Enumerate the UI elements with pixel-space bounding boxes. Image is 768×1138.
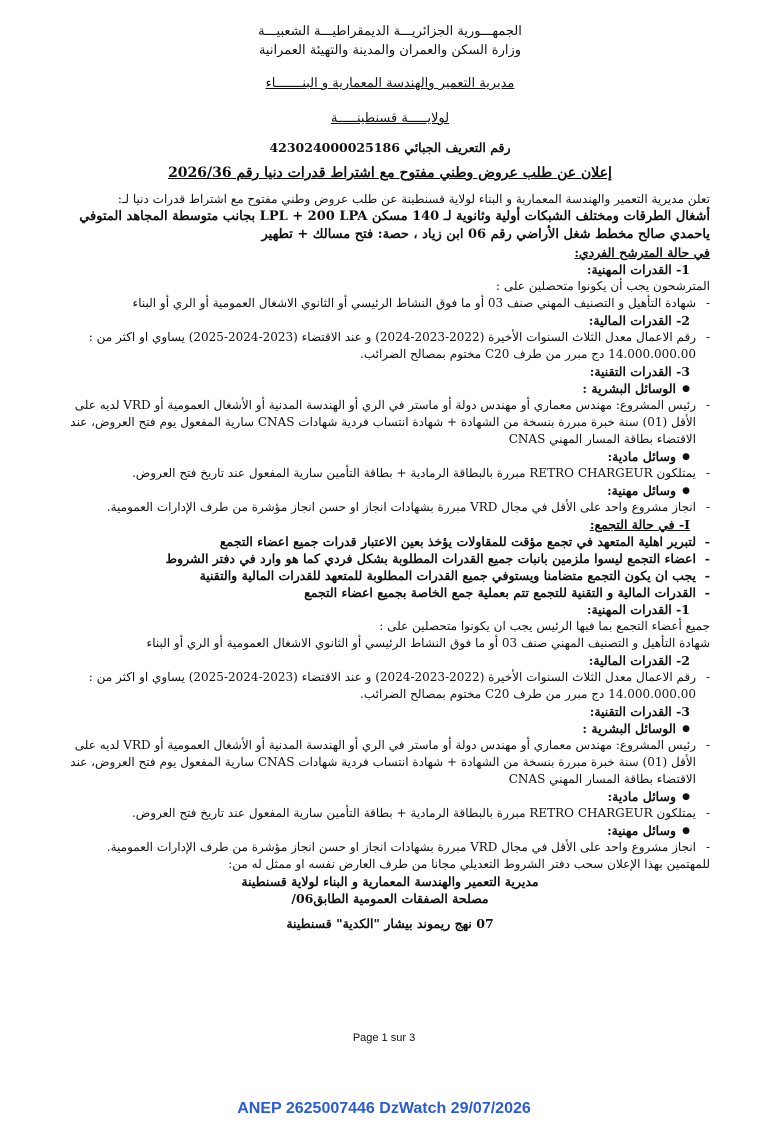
group-fin-item: - رقم الاعمال معدل الثلاث السنوات الأخيرة (2022-2023-2024) و عند الاقتضاء (2023-2024-2025) يساوي او اكثر من : 14.000.000.00 دج مبرر من طرف C20 مختوم بمصالح الضرائب. [70, 669, 710, 703]
header-wilaya: لولايـــــة قسنطينـــــة [330, 111, 450, 126]
address-street: 07 نهج ريموند بيشار "الكدية" قسنطينة [286, 916, 494, 931]
header-ministry: وزارة السكن والعمران والمدينة والتهيئة العمرانية [258, 43, 522, 58]
group-rule-2: - اعضاء التجمع ليسوا ملزمين بانبات جميع القدرات المطلوبة بشكل فردي كما هو وارد في دفتر الشروط [70, 550, 710, 567]
individual-prof-item: - شهادة التأهيل و التصنيف المهني صنف 03 أو ما فوق النشاط الرئيسي أو الثانوي الاشغال العمومية أو الري أو البناء [70, 295, 710, 312]
document-page [70, 22, 710, 1062]
group-tech-title: 3- القدرات التقنية: [589, 704, 690, 719]
group-profmeans-title: ● وسائل مهنية: [70, 822, 710, 839]
individual-human-title: ● الوسائل البشرية : [70, 380, 710, 397]
individual-material-title: ● وسائل مادية: [70, 448, 710, 465]
individual-title: في حالة المترشح الفردي: [574, 245, 710, 260]
individual-profmeans-title: ● وسائل مهنية: [70, 482, 710, 499]
individual-fin-item: - رقم الاعمال معدل الثلاث السنوات الأخيرة (2022-2023-2024) و عند الاقتضاء (2023-2024-2025) يساوي او اكثر من : 14.000.000.00 دج مبرر من طرف C20 مختوم بمصالح الضرائب. [70, 329, 710, 363]
group-human-item: - رئيس المشروع: مهندس معماري أو مهندس دولة أو ماستر في الري أو الهندسة المدنية أو الأشغال العمومية أو VRD لديه على الأقل (01) سنة خبرة مبررة بنسخة من الشهادة + شهادة انتساب فردية شهادات CNAS سارية المفعول يوم فتح العروض، عند الاقتضاء بطاقة المسار المهني CNAS [70, 737, 710, 788]
group-prof-intro: جميع أعضاء التجمع بما فيها الرئيس يجب ان يكونوا متحصلين على : [379, 619, 710, 633]
group-prof-title: 1- القدرات المهنية: [586, 602, 690, 617]
individual-material-item: - يمتلكون RETRO CHARGEUR مبررة بالبطاقة الرمادية + بطاقة التأمين سارية المفعول عند تاريخ فتح العروض. [70, 465, 710, 482]
notice-title: إعلان عن طلب عروض وطني مفتوح مع اشتراط قدرات دنيا رقم 2026/36 [168, 165, 612, 181]
anep-reference: ANEP 2625007446 DzWatch 29/07/2026 [237, 1100, 531, 1117]
group-rule-1: - لتبرير اهلية المتعهد في تجمع مؤقت للمقاولات يؤخذ بعين الاعتبار قدرات جميع اعضاء التجمع [70, 533, 710, 550]
group-human-title: ● الوسائل البشرية : [70, 720, 710, 737]
address-directorate: مديرية التعمير والهندسة المعمارية و البناء لولاية قسنطينة [241, 874, 539, 889]
group-material-item: - يمتلكون RETRO CHARGEUR مبررة بالبطاقة الرمادية + بطاقة التأمين سارية المفعول عند تاريخ فتح العروض. [70, 805, 710, 822]
group-profmeans-item: - انجاز مشروع واحد على الأقل في مجال VRD مبررة بشهادات انجاز او حسن انجاز مؤشرة من طرف الإدارات العمومية. [70, 839, 710, 856]
group-rule-3: - يجب ان يكون التجمع متضامنا ويستوفي جميع القدرات المطلوبة للمتعهد للقدرات المالية والتقنية [70, 567, 710, 584]
project-title: أشغال الطرقات ومختلف الشبكات أولية وثانوية لـ 140 مسكن LPL + 200 LPA بجانب متوسطة المجاهد المتوفي ياحمدي صالح مخطط شغل الأراضي رقم 06 ابن زياد ، حصة: فتح مسالك + تطهير [79, 209, 710, 242]
tax-id: رقم التعريف الجبائي 423024000025186 [269, 140, 511, 155]
group-title: I- في حالة التجمع: [589, 517, 690, 532]
group-material-title: ● وسائل مادية: [70, 788, 710, 805]
header-republic: الجمهـــورية الجزائريـــة الديمقراطيـــة الشعبيـــة [258, 24, 522, 39]
header-directorate: مديرية التعمير والهندسة المعمارية و البنـــــــاء [265, 76, 515, 91]
individual-fin-title: 2- القدرات المالية: [588, 313, 690, 328]
group-fin-title: 2- القدرات المالية: [588, 653, 690, 668]
closing-text: للمهتمين بهذا الإعلان سحب دفتر الشروط التعديلي مجانا من طرف العارض نفسه او ممثل له من: [228, 857, 710, 871]
address-service: مصلحة الصفقات العمومية الطابق06/ [291, 891, 489, 906]
page-number: Page 1 sur 3 [352, 1032, 416, 1044]
individual-prof-intro: المترشحون يجب أن يكونوا متحصلين على : [495, 279, 710, 293]
intro-text: تعلن مديرية التعمير والهندسة المعمارية و البناء لولاية قسنطينة عن طلب عروض وطني مفتوح مع اشتراط قدرات دنيا لـ: [117, 192, 710, 206]
individual-tech-title: 3- القدرات التقنية: [589, 364, 690, 379]
individual-prof-title: 1- القدرات المهنية: [586, 262, 690, 277]
group-rule-4: - القدرات المالية و التقنية للتجمع تتم بعملية جمع الخاصة بجميع اعضاء التجمع [70, 584, 710, 601]
group-prof-item: شهادة التأهيل و التصنيف المهني صنف 03 أو ما فوق النشاط الرئيسي أو الثانوي الاشغال العمومية أو الري أو البناء [146, 636, 710, 650]
individual-profmeans-item: - انجاز مشروع واحد على الأقل في مجال VRD مبررة بشهادات انجاز او حسن انجاز مؤشرة من طرف الإدارات العمومية. [70, 499, 710, 516]
individual-human-item: - رئيس المشروع: مهندس معماري أو مهندس دولة أو ماستر في الري أو الهندسة المدنية أو الأشغال العمومية أو VRD لديه على الأقل (01) سنة خبرة مبررة بنسخة من الشهادة + شهادة انتساب فردية شهادات CNAS سارية المفعول يوم فتح العروض، عند الاقتضاء بطاقة المسار المهني CNAS [70, 397, 710, 448]
